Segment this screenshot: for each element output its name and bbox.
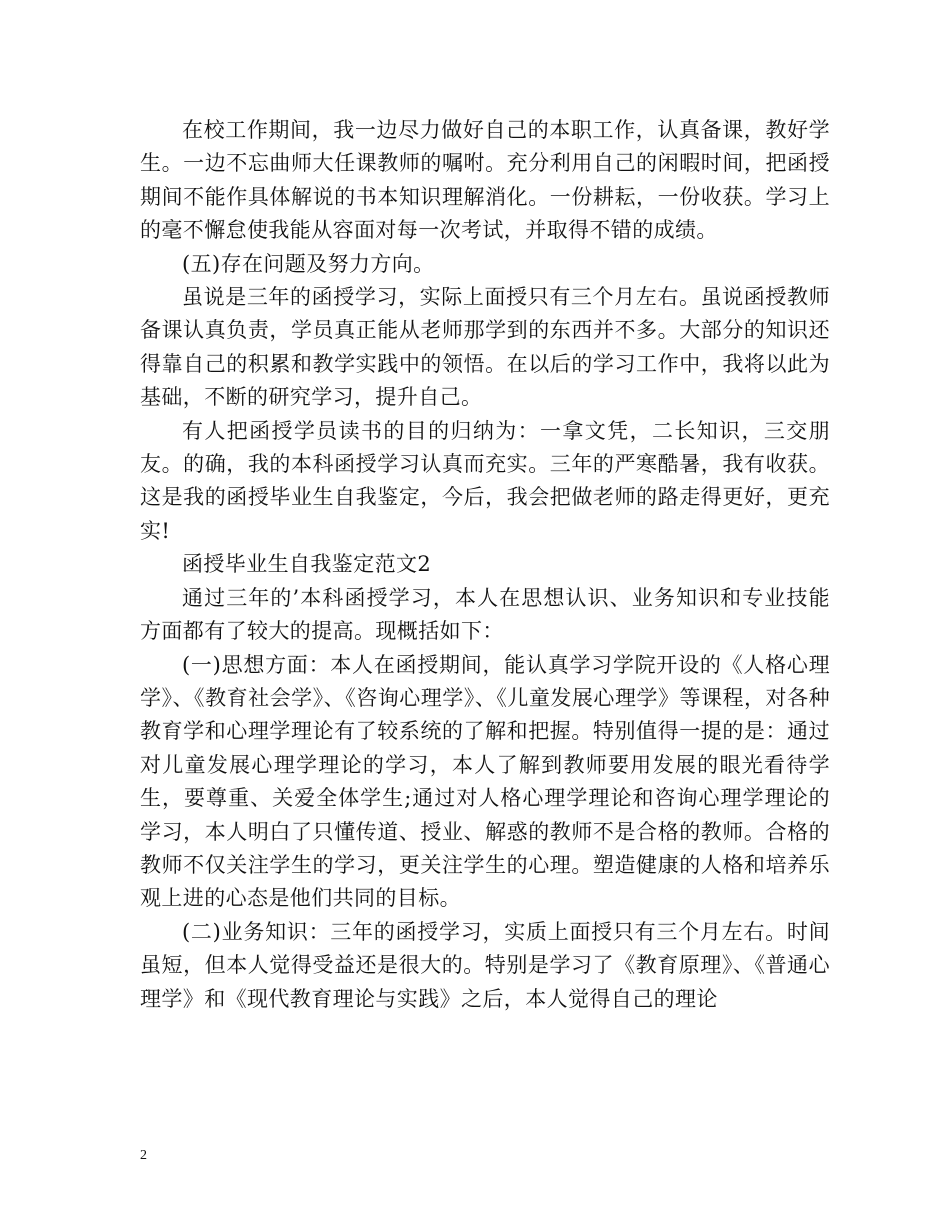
paragraph-summary: 有人把函授学员读书的目的归纳为：一拿文凭，二长知识，三交朋友。的确，我的本科函授学习认真而充实。三年的严寒酷暑，我有收获。这是我的函授毕业生自我鉴定，今后，我会把做老师的路走得更好，更充实! <box>140 418 830 543</box>
paragraph-thought: (一)思想方面：本人在函授期间，能认真学习学院开设的《人格心理学》、《教育社会学》、《咨询心理学》、《儿童发展心理学》等课程，对各种教育学和心理学理论有了较系统的了解和把握。特别值得一提的是：通过对儿童发展心理学理论的学习，本人了解到教师要用发展的眼光看待学生，要尊重、关爱全体学生;通过对人格心理学理论和咨询心理学理论的学习，本人明白了只懂传道、授业、解惑的教师不是合格的教师。合格的教师不仅关注学生的学习，更关注学生的心理。塑造健康的人格和培养乐观上进的心态是他们共同的目标。 <box>140 652 830 911</box>
paragraph-heading-problems: (五)存在问题及努力方向。 <box>182 251 435 276</box>
paragraph-work-period: 在校工作期间，我一边尽力做好自己的本职工作，认真备课，教好学生。一边不忘曲师大任课教师的嘱咐。充分利用自己的闲暇时间，把函授期间不能作具体解说的书本知识理解消化。一份耕耘，一份收获。学习上的毫不懈怠使我能从容面对每一次考试，并取得不错的成绩。 <box>140 118 830 243</box>
paragraph-problems: 虽说是三年的函授学习，实际上面授只有三个月左右。虽说函授教师备课认真负责，学员真正能从老师那学到的东西并不多。大部分的知识还得靠自己的积累和教学实践中的领悟。在以后的学习工作中，我将以此为基础，不断的研究学习，提升自己。 <box>140 285 830 410</box>
paragraph-intro: 通过三年的’本科函授学习，本人在思想认识、业务知识和专业技能方面都有了较大的提高。现概括如下： <box>140 585 830 644</box>
paragraph-sample-title: 函授毕业生自我鉴定范文2 <box>182 552 432 577</box>
document-body <box>140 114 830 1016</box>
paragraph-business: (二)业务知识：三年的函授学习，实质上面授只有三个月左右。时间虽短，但本人觉得受益还是很大的。特别是学习了《教育原理》、《普通心理学》和《现代教育理论与实践》之后，本人觉得自己的理论 <box>140 919 830 1011</box>
page-number: 2 <box>140 1148 147 1163</box>
